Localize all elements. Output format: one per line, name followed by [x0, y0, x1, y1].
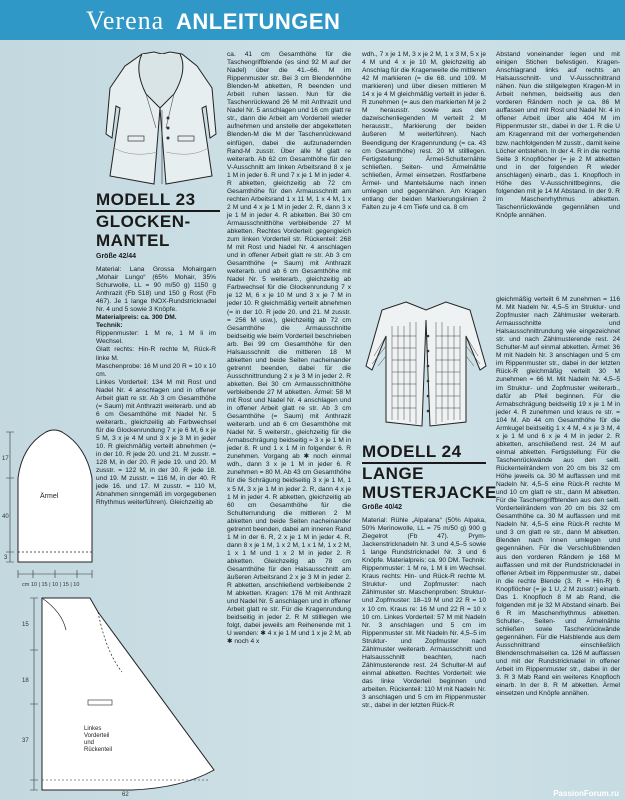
- modell-23-column-1: [96, 266, 216, 507]
- modell-24-title: [362, 442, 497, 502]
- modell-24-size: Größe 40/42: [362, 504, 403, 511]
- modell-23-title-line1: MODELL 23: [96, 190, 196, 209]
- modell-24-column-1: [362, 517, 486, 710]
- jacket-illustration: [362, 296, 490, 428]
- pattern-label-1: Linkes: [84, 726, 102, 732]
- m23-col2-text: ca. 41 cm Gesamthöhe für die Taschengriffblende (es sind 92 M auf der Nadel) über die 41.–66. M im Rippenmuster str. Bei 3 cm Blendenhöhe Blenden-M abketten, R beenden und Arbeit ruhen lassen. Nun für die Taschenrückwand 26 M mit Anthrazit und Nadel Nr. 5 anschlagen und 16 cm glatt re str., dann die Arbeit am Vorderteil wieder aufnehmen und anstelle der abgeketteten Blenden-M die M der Taschenrückwand einfügen, dabei die aufzunadernden Rand-M zusstr. Über alle M glatt re weiterarb. Ab 62 cm Gesamthöhe für den V-Ausschnitt am linken Arbeitsrand 8 x je 1 M in jeder 6. R und 7 x je 1 M in jeder 4. R abketten, gleichzeitig ab 72 cm Gesamthöhe für den Armausschnitt am rechten Arbeitsrand 1 x 11 M, 1 x 4 M, 1 x 2 M und 4 x je 1 M in jeder 2. R, dann 3 x je 1 M in jeder 4. R abketten. Bei 30 cm Armausschnitthöhe verbleibende 27 M abketten. Rechtes Vorderteil: gegengleich zum linken Vorderteil str. Rückenteil: 268 M mit Rost und Nadel Nr. 4 anschlagen und in offener Arbeit glatt re str. Ab 3 cm Gesamthöhe (= Saum) mit Anthrazit weiterarb. und ab 6 cm Gesamthöhe mit Nadel Nr. 5 weiterarb., gleichzeitig ab Farbwechsel für die Glockenrundung 7 x je 12 M, 6 x je 10 M und 3 x je 7 M in jeder 10. R gleichmäßig verteilt abnehmen (= in der 10. R jede 20. und 21. M zusstr. = 256 M usw.), gleichzeitig ab 72 cm Gesamthöhe die Armausschnitte beidseitig wie beim Vorderteil beschrieben arb. Bei 99 cm Gesamthöhe für den Halsausschnitt die mittleren 18 M abketten und beide Seiten nacheinander getrennt beenden, dabei für die Ausschnittrundung 2 x je 3 M in jeder 2. R abketten. Bei 30 cm Armausschnitthöhe verbleibende 27 M abketten. Ärmel: 58 M mit Rost und Nadel Nr. 4 anschlagen und in offener Arbeit glatt re str. Ab 3 cm Gesamthöhe (= Saum) mit Anthrazit weiterarb. und ab 6 cm Gesamthöhe mit Nadel Nr. 5 weiterstr., gleichzeitig für die Armabschrägung beidseitig ≈ 3 x je 1 M in jeder 8. R und 1 x 1 M in folgender 6. R zunehmen. Vorgang ab ✱ noch einmal wdh., dann 3 x je 1 M in jeder 6. R zunehmen = 80 M. Ab 43 cm Gesamthöhe für die Schrägung beidseitig 3 x je 1 M, 1 x 5 M, 3 x je 1 M in jeder 2. R, dann 4 x je 1 M in jeder 4. R abketten, gleichzeitig ab 60 cm Gesamthöhe für die Schulterrundung die mittleren 2 M abketten und beide Seiten nacheinander getrennt beenden, dabei am inneren Rand 1 M in der 6. R, 2 x je 1 M in jeder 4. R, dann 8 x je 1 M, 1 x 2 M, 1 x 1 M, 1 x 2 M, 1 x 1 M und 1 x 2 M in jeder 2. R abketten. Gleichzeitig ab 78 cm Gesamthöhe für den Halsausschnitt am äußeren Arbeitsrand 2 x je 3 M in jeder 2. R abketten, anschließend verbleibende 2 M abketten. Kragen: 176 M mit Anthrazit und Nadel Nr. 5 anschlagen und in offener Arbeit glatt re str. Für die Kragenrundung beidseitig in jeder 2. R M stilllegen wie folgt, dabei jeweils am Reihenende mit 1 U wenden: ✱ 4 x je 1 M und 1 x je 2 M, ab ✱ noch 4 x: [227, 51, 351, 646]
- modell-23-title: [96, 190, 220, 250]
- modell-23-size: Größe 42/44: [96, 253, 137, 260]
- pattern-label-4: Rückenteil: [84, 747, 113, 753]
- m23-price: Materialpreis: ca. 300 DM.: [96, 314, 177, 322]
- front-back-pattern: [2, 592, 224, 798]
- dim-37: 37: [22, 738, 29, 744]
- modell-23-column-3: [362, 51, 486, 212]
- m24-col2-text: gleichmäßig verteilt 6 M zunehmen = 116 M. Mit Nadeln Nr. 4,5–5 im Struktur- und Zopfmuster nach Zählmuster weiterarb. Armausschnitte und Halsausschnittrundung wie eingezeichnet str. und nach Zählmusterende rest. 24 Schulter-M auf einmal abketten. Ärmel: 36 M mit Nadeln Nr. 3 anschlagen und 5 cm im Rippenmuster str., dabei in der letzten Rück-R gleichmäßig verteilt 30 M zunehmen = 66 M. Mit Nadeln Nr. 4,5–5 im Struktur- und Zopfmuster weiterarb., dafür ab Pfeil beginnen. Für die Armabschrägung beidseitig 19 x je 1 M in jeder 4. R zunehmen und kraus re str. = 104 M. Ab 44 cm Gesamthöhe für die Armkugel beidseitig 1 x 4 M, 4 x je 3 M, 4 x je 1 M und 6 x je 4 M in jeder 2. R abketten, anschließend rest. 24 M auf einmal abketten. Fertigstellung: Für die Taschenrückwände aus den seitl. Rückenteilrändern von 20 cm bis 32 cm Höhe jeweils ca. 30 M auffassen und mit Nadeln Nr. 4,5–5 eine Rück-R rechte M und 10 cm glatt re str., dann M abketten. Für die Taschengriffblenden aus den seitl. Vorderteilrändern von 20 cm bis 32 cm Gesamthöhe ca. 30 M auffassen und mit Nadeln Nr. 4,5–5 eine Rück-R rechte M und 3 cm glatt re str., dann M abketten. Blenden nach innen umlegen und gegennähen. Für die Verschlußblenden aus den vorderen Rändern je 168 M auffassen und mit der Rundstricknadel in offener Arbeit im Rippenmuster str., dabei in die rechte Blende (3. R = Hin-R) 6 Knopflöcher (= je 1 U, 2 M zusstr.) einarb. Das 1. Knopfloch 8 M ab Rand, die folgenden mit je 32 M Abstand einarb. Bei 6 R im Maschenrhythmus abketten. Schulter-, Seiten- und Ärmelnähte schließen sowie Taschenrückwände gegennähen. Für die Halsblende aus dem Ausschnittrand einschließlich Blendenschmalseiten ca. 126 M auffassen und mit der Rundstricknadel in offener Arbeit im Rippenmuster str., dabei in der 3. R 3 Mab Rand ein weiteres Knopfloch einarb. In der 8. R M abketten. Ärmel einsetzen und Knöpfe annähen.: [496, 296, 620, 698]
- dim-15: 15: [22, 622, 29, 628]
- section-title: ANLEITUNGEN: [176, 9, 341, 34]
- m23-linkes-vorderteil: Linkes Vorderteil: 134 M mit Rost und Nadel Nr. 4 anschlagen und in offener Arbeit glatt re str. Ab 3 cm Gesamthöhe (= Saum) mit Anthrazit weiterarb. und ab 6 cm Gesamthöhe mit Nadel Nr. 5 weiterarb., gleichzeitig ab Farbwechsel für die Glockenrundung 7 x je 6 M, 6 x je 5 M, 3 x je 4 M und 3 x je 3 M in jeder 10. R gleichmäßig verteilt abnehmen (= in der 10. R jede 20. und 21. M zusstr. = 128 M, in der 20. R jede 19. und 20. M zusstr. = 122 M, in der 30. R jede 18. und 19. M zusstr. = 116 M, in der 40. R jede 16. und 17. M zusstr. = 110 M, Abnahmen sinngemäß im vorgegebenen Rhythmus weiterführen). Gleichzeitig ab: [96, 378, 216, 507]
- m23-col4-text: Abstand voneinander legen und mit einigen Stichen befestigen. Kragen-Anschlagrand links auf rechts an Halsausschnitt- und V-Ausschnittrand nähen. Nun die stillgelegten Kragen-M in Arbeit nehmen, beidseitig aus den vorderen Rändern noch je ca. 86 M auffassen und mit Rost und Nadel Nr. 4 in offener Arbeit über alle 404 M im Rippenmuster str., dabei in der 1. R die U am Kragenrand mit der vorhergehenden bzw. nachfolgenden M zusstr., damit keine Löcher entstehen. In der 4. R in die rechte Seite 3 Knopflöcher (= je 2 M abketten und in der folgenden R wieder anschlagen) einarb., das 1. Knopfloch in Höhe des V-Ausschnittbeginns, die folgenden mit je 14 M Abstand. In der 9. R im Maschenrhythmus abketten. Taschenrückwände gegennähen und Knöpfe annähen.: [496, 51, 620, 219]
- dim-18: 18: [22, 678, 29, 684]
- m23-rippen: Rippenmuster: 1 M re, 1 M li im Wechsel.: [96, 330, 216, 346]
- modell-23-column-4: [496, 51, 620, 220]
- watermark: PassionForum.ru: [553, 789, 619, 798]
- modell-24-title-line3: MUSTERJACKE: [362, 483, 497, 502]
- m23-technik: Technik:: [96, 322, 123, 330]
- modell-23-column-2: [227, 51, 351, 646]
- pattern-label-3: und: [84, 740, 95, 746]
- modell-24-title-line2: LANGE: [362, 464, 424, 483]
- coat-illustration: [102, 48, 220, 186]
- brand-logo: [86, 6, 164, 36]
- dim-62: 62: [122, 792, 129, 798]
- dim-40: 40: [2, 514, 9, 520]
- m23-material: Material: Lana Grossa Mohairgarn „Mohair Lungo“ (65% Mohair, 35% Schurwolle, LL = 90 m/50 g) 1150 g Anthrazit (Fb 518) und 150 g Rost (Fb 467). Je 1 lange INOX-Rundstricknadel Nr. 4 und 5 sowie 3 Knöpfe.: [96, 266, 216, 314]
- page-header: [0, 0, 625, 40]
- m24-col1-text: Material: Rühle „Alpalana“ (50% Alpaka, 50% Merinowolle, LL = 75 m/50 g) 900 g Ziegelrot (Fb 47). Prym-Jackenstricknadeln Nr. 3 und 4,5–5 sowie 1 lange Rundstricknadel Nr. 3 und 6 Knöpfe. Materialpreis: ca. 90 DM. Technik: Rippenmuster: 1 M re, 1 M li im Wechsel. Kraus rechts: Hin- und Rück-R rechte M. Struktur- und Zopfmuster: nach Zählmuster str. Maschenproben: Struktur- und Zopfmuster: 18–19 M und 22 R = 10 x 10 cm. Kraus re: 16 M und 22 R = 10 x 10 cm. Linkes Vorderteil: 57 M mit Nadeln Nr. 3 anschlagen und 5 cm im Rippenmuster str. Mit Nadeln Nr. 4,5–5 im Struktur- und Zopfmuster nach Zählmuster weiterarb. Armausschnitt und Halsausschnitt beachten, nach Zählmusterende rest. 24 Schulter-M auf einmal abketten. Rechtes Vorderteil: wie das linke Vorderteil beginnen und arbeiten. Rückenteil: 110 M mit Nadeln Nr. 3 anschlagen und 5 cm im Rippenmuster str., dabei in der letzten Rück-R: [362, 517, 486, 710]
- sleeve-bottom-dims: cm 10 | 15 | 10 | 15 | 10: [22, 582, 80, 588]
- sleeve-pattern: [2, 418, 102, 590]
- modell-23-title-line2: GLOCKEN-: [96, 212, 191, 231]
- dim-3: 3: [4, 555, 8, 561]
- m23-probe: Maschenprobe: 16 M und 20 R = 10 x 10 cm.: [96, 362, 216, 378]
- brand-text: Verena: [86, 6, 165, 35]
- sleeve-label: Ärmel: [40, 493, 59, 500]
- modell-24-title-line1: MODELL 24: [362, 442, 462, 461]
- m23-glatt: Glatt rechts: Hin-R rechte M, Rück-R linke M.: [96, 346, 216, 362]
- modell-23-title-line3: MANTEL: [96, 231, 170, 250]
- m23-col3-text: wdh., 7 x je 1 M, 3 x je 2 M, 1 x 3 M, 5 x je 4 M und 4 x je 10 M, gleichzeitig ab Anschlag für die Kragenweite die mittleren 42 M markieren (= die 68. und 109. M markieren) und über diesen mittleren M 14 x je 4 M gleichmäßig verteilt in jeder 6. R zunehmen (= aus den markierten M je 2 M herausstr. sowie aus den dazwischenliegenden M verteilt 2 M herausstr., Markierung der beiden äußeren M weiterführen). Nach Beendigung der Kragenrundung (= ca. 43 cm Gesamthöhe) rest. 20 M stilllegen. Fertigstellung: Ärmel-Schulternähte schließen. Seiten- und Ärmelnähte schließen, Ärmel einsetzen. Rostfarbene Ärmel- und Mantelsäume nach innen umlegen und gegennähen. Am Kragen entlang der beiden Markierungslinien 2 Falten zu je 4 cm Tiefe und ca. 8 cm: [362, 51, 486, 211]
- pattern-label-2: Vorderteil: [84, 733, 110, 739]
- dim-17: 17: [2, 456, 9, 462]
- modell-24-column-2: [496, 296, 620, 698]
